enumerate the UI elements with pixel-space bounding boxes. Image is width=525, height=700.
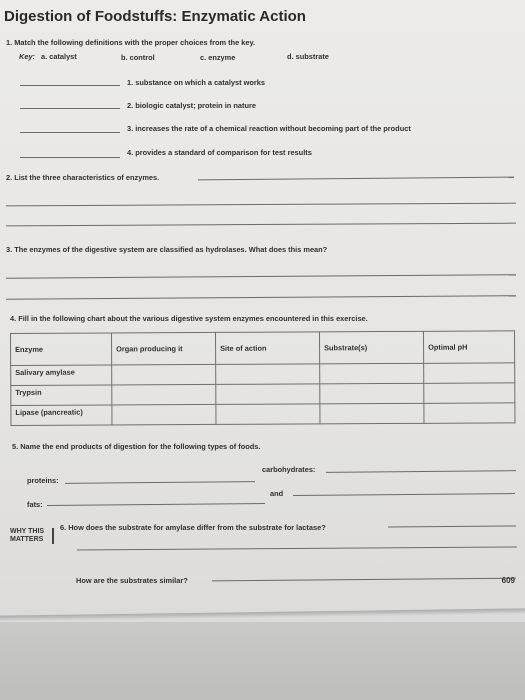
cell-blank[interactable] bbox=[216, 404, 320, 425]
question-2: 2. List the three characteristics of enzymes. bbox=[6, 173, 160, 182]
background-surface bbox=[0, 622, 525, 700]
why-line-2: MATTERS bbox=[10, 536, 44, 543]
answer-fats-2[interactable] bbox=[293, 493, 515, 496]
header-ph: Optimal pH bbox=[423, 331, 514, 363]
answer-line-6b[interactable] bbox=[77, 546, 517, 550]
label-and: and bbox=[270, 489, 284, 498]
key-d: d. substrate bbox=[287, 52, 329, 61]
page-number: 609 bbox=[501, 576, 515, 585]
header-site: Site of action bbox=[215, 332, 319, 365]
cell-blank[interactable] bbox=[112, 364, 216, 385]
answer-blank-4[interactable] bbox=[20, 157, 120, 158]
cell-blank[interactable] bbox=[112, 384, 216, 405]
answer-line-6a[interactable] bbox=[388, 525, 516, 527]
answer-line-3b[interactable] bbox=[6, 295, 516, 300]
definition-2: 2. biologic catalyst; protein in nature bbox=[127, 101, 256, 110]
answer-blank-2[interactable] bbox=[20, 108, 120, 109]
question-6-followup: How are the substrates similar? bbox=[76, 576, 188, 585]
answer-blank-3[interactable] bbox=[20, 132, 120, 133]
cell-blank[interactable] bbox=[424, 363, 515, 383]
key-a: a. catalyst bbox=[41, 52, 77, 61]
page-title: Digestion of Foodstuffs: Enzymatic Action bbox=[4, 8, 306, 25]
answer-line-2c[interactable] bbox=[6, 223, 516, 227]
why-divider bbox=[52, 528, 54, 544]
why-this-matters-badge bbox=[10, 528, 44, 544]
answer-line-3a[interactable] bbox=[6, 274, 516, 279]
definition-3: 3. increases the rate of a chemical reaction without becoming part of the product bbox=[127, 124, 411, 133]
key-c: c. enzyme bbox=[200, 53, 236, 62]
table-row bbox=[11, 363, 515, 386]
row-enzyme-lipase: Lipase (pancreatic) bbox=[11, 405, 112, 426]
cell-blank[interactable] bbox=[320, 403, 424, 424]
answer-blank-1[interactable] bbox=[20, 85, 120, 86]
answer-line-6c[interactable] bbox=[212, 578, 516, 582]
question-4: 4. Fill in the following chart about the various digestive system enzymes encountered in this exercise. bbox=[10, 314, 368, 323]
cell-blank[interactable] bbox=[216, 364, 320, 385]
table-row bbox=[11, 403, 515, 426]
answer-line-2b[interactable] bbox=[6, 203, 516, 207]
question-5: 5. Name the end products of digestion for the following types of foods. bbox=[12, 442, 261, 451]
cell-blank[interactable] bbox=[424, 403, 515, 423]
row-enzyme-trypsin: Trypsin bbox=[11, 385, 112, 406]
definition-1: 1. substance on which a catalyst works bbox=[127, 78, 266, 87]
key-b: b. control bbox=[121, 53, 155, 62]
label-carbohydrates: carbohydrates: bbox=[262, 465, 316, 474]
cell-blank[interactable] bbox=[216, 384, 320, 405]
answer-proteins[interactable] bbox=[65, 481, 255, 484]
cell-blank[interactable] bbox=[320, 363, 424, 384]
cell-blank[interactable] bbox=[320, 383, 424, 404]
answer-line-2a[interactable] bbox=[198, 177, 514, 181]
header-substrate: Substrate(s) bbox=[319, 331, 423, 364]
key-label: Key: bbox=[19, 52, 36, 61]
row-enzyme-salivary-amylase: Salivary amylase bbox=[11, 365, 112, 386]
enzyme-chart bbox=[10, 330, 515, 426]
question-3: 3. The enzymes of the digestive system are classified as hydrolases. What does this mean? bbox=[6, 245, 328, 254]
cell-blank[interactable] bbox=[112, 404, 216, 425]
chart-header-row bbox=[11, 331, 515, 366]
table-row bbox=[11, 383, 515, 406]
question-6: 6. How does the substrate for amylase differ from the substrate for lactase? bbox=[60, 523, 326, 532]
label-proteins: proteins: bbox=[27, 476, 59, 485]
definition-4: 4. provides a standard of comparison for test results bbox=[127, 148, 312, 157]
header-enzyme: Enzyme bbox=[11, 333, 112, 366]
answer-carbohydrates[interactable] bbox=[326, 470, 516, 473]
label-fats: fats: bbox=[27, 500, 43, 509]
header-organ: Organ producing it bbox=[112, 332, 216, 365]
why-line-1: WHY THIS bbox=[10, 528, 45, 535]
question-1: 1. Match the following definitions with the proper choices from the key. bbox=[6, 38, 256, 47]
cell-blank[interactable] bbox=[424, 383, 515, 403]
answer-fats-1[interactable] bbox=[47, 503, 265, 506]
